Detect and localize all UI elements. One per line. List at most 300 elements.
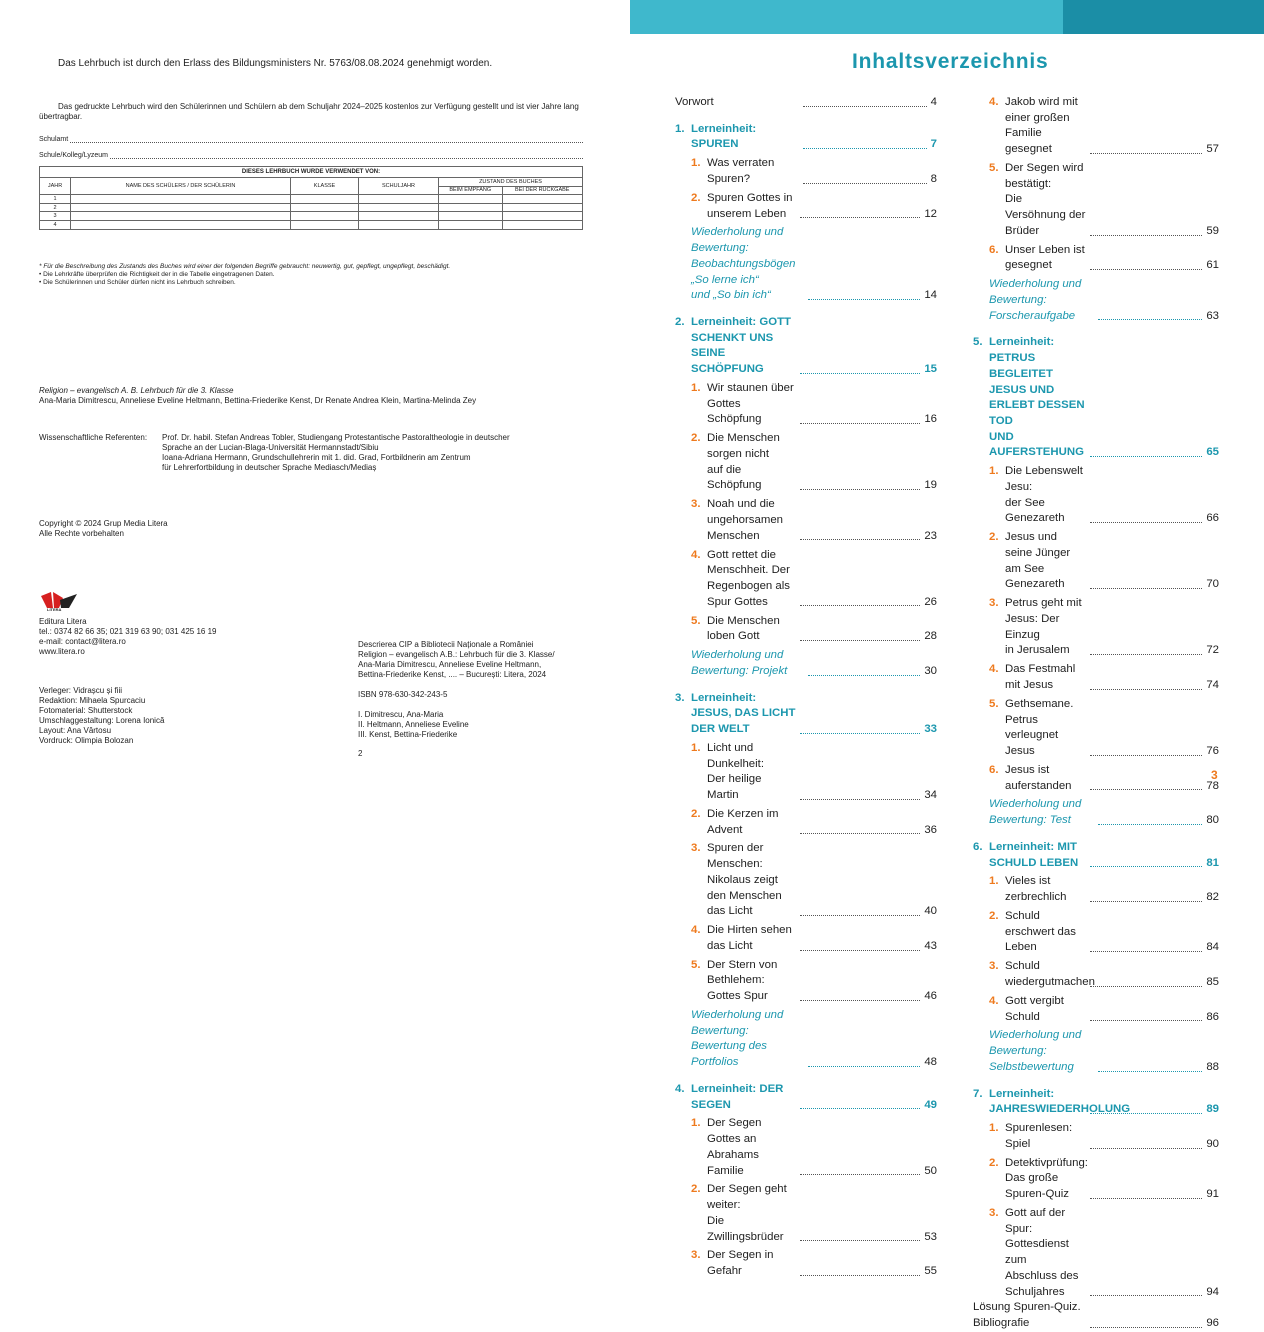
toc-entry-title: Die Versöhnung der Brüder xyxy=(1005,193,1086,237)
toc-dot-leader xyxy=(808,1066,921,1067)
toc-entry-page: 72 xyxy=(1206,644,1220,657)
toc-dot-leader xyxy=(800,1275,921,1276)
cip-author: II. Heltmann, Anneliese Eveline xyxy=(358,720,469,729)
toc-entry-title: und „So bin ich“ xyxy=(691,289,771,302)
credit-line: Verleger: Vidrașcu și fiii xyxy=(39,686,122,695)
toc-entry-title: Lerneinheit: JESUS, DAS LICHT xyxy=(691,691,796,720)
toc-entry-title: Lösung Spuren-Quiz. Bibliografie xyxy=(973,1301,1081,1329)
toc-entry-title: Jesus xyxy=(1005,744,1035,757)
toc-entry-number: 1. xyxy=(989,465,999,478)
toc-entry-lesson xyxy=(675,1248,937,1279)
toc-entry-number: 1. xyxy=(691,382,701,394)
toc-entry-title: Lerneinheit: MIT SCHULD LEBEN xyxy=(989,840,1079,869)
authors: Ana-Maria Dimitrescu, Anneliese Eveline Heltmann, Bettina-Friederike Kenst, Dr Renate Andrea Klein, Martina-Melinda Zey xyxy=(39,396,477,405)
cip-author: III. Kenst, Bettina-Friederike xyxy=(358,730,458,739)
header-bar-dark xyxy=(1063,0,1264,34)
toc-entry-page: 33 xyxy=(924,723,938,735)
toc-entry-review xyxy=(973,277,1219,324)
toc-entry-page: 96 xyxy=(1206,1317,1220,1329)
toc-entry-plain xyxy=(973,1300,1219,1331)
toc-entry-title: der See Genezareth xyxy=(1005,496,1065,525)
toc-dot-leader xyxy=(1090,689,1203,690)
approval-notice: Das Lehrbuch ist durch den Erlass des Bildungsministers Nr. 5763/08.08.2024 genehmigt worden. xyxy=(58,58,493,69)
toc-entry-unit xyxy=(675,1082,937,1113)
toc-entry-lesson xyxy=(973,959,1219,990)
credit-line: Umschlaggestaltung: Lorena Ionică xyxy=(39,716,165,725)
toc-dot-leader xyxy=(1090,588,1203,589)
logo-text: LITERA xyxy=(47,607,62,612)
toc-entry-page: 91 xyxy=(1206,1188,1220,1201)
usage-table-caption: DIESES LEHRBUCH WURDE VERWENDET VON: xyxy=(40,167,583,178)
toc-dot-leader xyxy=(1090,901,1203,902)
toc-entry-number: 5. xyxy=(989,697,999,710)
toc-dot-leader xyxy=(1090,1327,1203,1328)
toc-entry-title: Wiederholung und Bewertung: Test xyxy=(989,798,1082,827)
toc-entry-title: Die Menschen loben Gott xyxy=(707,614,780,643)
toc-dot-leader xyxy=(800,1000,921,1001)
toc-entry-page: 16 xyxy=(924,413,938,426)
toc-entry-page: 84 xyxy=(1206,941,1220,954)
toc-entry-number: 3. xyxy=(691,842,701,855)
toc-entry-title: Der heilige Martin xyxy=(707,773,762,801)
toc-entry-page: 46 xyxy=(924,990,938,1003)
toc-dot-leader xyxy=(803,183,927,184)
toc-entry-lesson xyxy=(675,1182,937,1245)
toc-dot-leader xyxy=(800,915,921,916)
toc-entry-page: 48 xyxy=(924,1056,938,1069)
toc-entry-page: 61 xyxy=(1206,259,1220,272)
toc-entry-number: 1. xyxy=(989,875,999,888)
toc-entry-page: 55 xyxy=(924,1265,938,1278)
toc-entry-lesson xyxy=(675,156,937,187)
toc-entry-lesson xyxy=(675,841,937,920)
toc-entry-unit xyxy=(973,335,1219,461)
toc-dot-leader xyxy=(1090,522,1203,523)
credit-line: Fotomaterial: Shutterstock xyxy=(39,706,133,715)
toc-entry-lesson xyxy=(675,381,937,428)
toc-entry-lesson xyxy=(973,243,1219,274)
toc-entry-number: 1. xyxy=(989,1122,999,1135)
toc-entry-page: 88 xyxy=(1206,1060,1220,1073)
toc-dot-leader xyxy=(1090,1113,1203,1114)
toc-entry-title: in Jerusalem xyxy=(1005,644,1070,657)
toc-entry-title: Der Segen Gottes an Abrahams Familie xyxy=(707,1117,762,1177)
toc-dot-leader xyxy=(1098,824,1203,825)
publisher: Editura Litera xyxy=(39,617,87,626)
toc-entry-page: 89 xyxy=(1206,1103,1220,1116)
isbn: ISBN 978-630-342-243-5 xyxy=(358,690,448,699)
toc-entry-title: Regenbogen als Spur Gottes xyxy=(707,580,790,608)
toc-entry-title: Gethsemane. Petrus verleugnet xyxy=(1005,697,1074,742)
toc-entry-number: 4. xyxy=(989,663,999,676)
toc-entry-title: Das Festmahl mit Jesus xyxy=(1005,663,1076,691)
toc-entry-page: 40 xyxy=(924,905,938,918)
imprint-page xyxy=(0,0,630,802)
toc-entry-number: 6. xyxy=(973,840,983,853)
toc-entry-number: 1. xyxy=(691,741,701,754)
toc-entry-lesson xyxy=(973,697,1219,760)
toc-entry-page: 81 xyxy=(1206,856,1220,869)
toc-entry-title: Licht und Dunkelheit: xyxy=(707,741,764,770)
schule-line xyxy=(39,152,583,159)
toc-entry-unit xyxy=(675,691,937,738)
toc-entry-title: Schuld erschwert das Leben xyxy=(1005,910,1076,954)
toc-entry-page: 86 xyxy=(1206,1010,1220,1023)
footnote-2: • Die Lehrkräfte überprüfen die Richtigkeit der in die Tabelle eingetragenen Daten. xyxy=(39,271,275,278)
referee-1b: Sprache an der Lucian-Blaga-Universität Hermannstadt/Sibiu xyxy=(162,443,379,452)
toc-entry-page: 90 xyxy=(1206,1137,1220,1150)
toc-entry-lesson xyxy=(973,1121,1219,1152)
toc-entry-title: Wiederholung und Bewertung: xyxy=(691,226,784,255)
toc-entry-title: Jesus ist auferstanden xyxy=(1005,763,1072,792)
toc-entry-lesson xyxy=(675,741,937,804)
toc-entry-title: Lerneinheit: DER SEGEN xyxy=(691,1082,784,1111)
toc-dot-leader xyxy=(1090,269,1203,270)
toc-entry-unit xyxy=(675,122,937,153)
toc-entry-page: 15 xyxy=(924,363,938,376)
toc-entry-title: Die Zwillingsbrüder xyxy=(707,1214,784,1243)
toc-entry-number: 5. xyxy=(989,162,999,174)
toc-entry-title: Gott rettet die Menschheit. Der xyxy=(707,548,790,577)
toc-entry-number: 5. xyxy=(691,958,701,971)
toc-dot-leader xyxy=(1098,319,1203,320)
toc-entry-title: UND AUFERSTEHUNG xyxy=(989,430,1084,459)
toc-entry-number: 3. xyxy=(691,1249,701,1262)
toc-entry-title: Lerneinheit: xyxy=(989,1087,1055,1100)
toc-entry-page: 80 xyxy=(1206,814,1220,827)
toc-entry-title: JAHRESWIEDERHOLUNG xyxy=(989,1103,1131,1116)
toc-entry-lesson xyxy=(973,763,1219,794)
toc-entry-title: Unser Leben ist gesegnet xyxy=(1005,243,1085,272)
toc-entry-review xyxy=(675,1008,937,1071)
toc-entry-title: Die Menschen sorgen nicht xyxy=(707,432,780,460)
toc-entry-title: Forscheraufgabe xyxy=(989,309,1076,322)
schule-label: Schule/Kolleg/Lyzeum xyxy=(39,152,109,159)
toc-entry-title: Wiederholung und Bewertung: Projekt xyxy=(691,649,788,677)
toc-dot-leader xyxy=(800,799,921,800)
toc-dot-leader xyxy=(1090,1295,1203,1296)
footnote-1: * Für die Beschreibung des Zustands des Buches wird einer der folgenden Begriffe gebraucht: neuwertig, gut, gepflegt, ungepflegt, beschädigt. xyxy=(39,263,451,270)
toc-entry-title: Der Segen wird bestätigt: xyxy=(1005,162,1084,190)
copyright: Copyright © 2024 Grup Media Litera xyxy=(39,519,168,528)
toc-entry-page: 36 xyxy=(924,823,938,836)
toc-dot-leader xyxy=(800,640,921,641)
cip-line: Religion – evangelisch A.B.: Lehrbuch für die 3. Klasse/ xyxy=(358,650,555,659)
toc-entry-number: 6. xyxy=(989,243,999,256)
table-row: 3 xyxy=(40,212,583,221)
usage-table xyxy=(39,166,583,230)
toc-entry-title: Die Kerzen im Advent xyxy=(707,807,779,836)
toc-entry-title: Der Segen geht weiter: xyxy=(707,1183,787,1212)
toc-dot-leader xyxy=(800,1108,921,1109)
toc-entry-number: 2. xyxy=(989,1156,999,1169)
toc-entry-title: Spuren Gottes in unserem Leben xyxy=(707,191,793,220)
toc-entry-number: 4. xyxy=(691,548,701,561)
col-schuljahr: SCHULJAHR xyxy=(359,178,439,195)
toc-entry-title: Spuren der Menschen: Nikolaus zeigt xyxy=(707,842,778,886)
toc-entry-lesson xyxy=(973,909,1219,956)
col-jahr: JAHR xyxy=(40,178,71,195)
toc-entry-page: 57 xyxy=(1206,143,1220,156)
toc-dot-leader xyxy=(808,299,921,300)
cip-author: I. Dimitrescu, Ana-Maria xyxy=(358,710,444,719)
toc-entry-lesson xyxy=(973,530,1219,593)
toc-entry-number: 2. xyxy=(675,316,685,328)
toc-entry-number: 1. xyxy=(691,157,701,170)
toc-entry-title: Schuld wiedergutmachen xyxy=(1005,960,1095,988)
referee-2b: für Lehrerfortbildung in deutscher Sprache Mediasch/Mediaș xyxy=(162,463,377,472)
toc-entry-plain xyxy=(675,95,937,111)
toc-entry-title: Petrus geht mit Jesus: Der Einzug xyxy=(1005,597,1082,641)
toc-dot-leader xyxy=(1090,986,1203,987)
toc-entry-review xyxy=(675,648,937,679)
toc-entry-lesson xyxy=(973,1156,1219,1203)
cip-line: Ana-Maria Dimitrescu, Anneliese Eveline Heltmann, xyxy=(358,660,542,669)
col-name: NAME DES SCHÜLERS / DER SCHÜLERIN xyxy=(71,178,291,195)
toc-entry-number: 2. xyxy=(691,807,701,820)
toc-entry-title: Gott vergibt Schuld xyxy=(1005,994,1064,1023)
toc-entry-lesson xyxy=(675,191,937,222)
toc-entry-title: Wiederholung und Bewertung: xyxy=(989,1029,1082,1058)
toc-entry-title: Was verraten Spuren? xyxy=(707,157,775,185)
toc-entry-title: Detektivprüfung: Das große xyxy=(1005,1156,1088,1185)
toc-entry-title: Abschluss des Schuljahres xyxy=(1005,1269,1079,1298)
toc-dot-leader xyxy=(1090,951,1203,952)
toc-entry-title: den Menschen das Licht xyxy=(707,889,782,918)
toc-dot-leader xyxy=(1090,456,1203,457)
toc-entry-title: DER WELT xyxy=(691,723,750,735)
toc-entry-page: 70 xyxy=(1206,578,1220,591)
toc-dot-leader xyxy=(1090,153,1203,154)
toc-entry-unit xyxy=(675,315,937,378)
toc-entry-number: 4. xyxy=(691,924,701,937)
toc-entry-lesson xyxy=(973,662,1219,693)
toc-entry-title: Die Lebenswelt Jesu: xyxy=(1005,465,1083,493)
toc-entry-number: 3. xyxy=(989,597,999,610)
toc-entry-page: 53 xyxy=(924,1230,938,1243)
toc-dot-leader xyxy=(800,605,921,606)
toc-entry-title: Lerneinheit: PETRUS BEGLEITET xyxy=(989,336,1055,380)
header-bar-light xyxy=(630,0,1063,34)
toc-dot-leader xyxy=(1090,1148,1203,1149)
toc-entry-lesson xyxy=(973,95,1219,158)
toc-entry-page: 28 xyxy=(924,630,938,643)
toc-entry-title: Genezareth xyxy=(1005,578,1065,591)
toc-column-left xyxy=(675,95,937,1280)
toc-entry-page: 94 xyxy=(1206,1285,1220,1298)
toc-entry-title: Jakob wird mit einer großen Familie xyxy=(1005,96,1078,140)
schulamt-line xyxy=(39,136,583,143)
toc-dot-leader xyxy=(800,833,921,834)
toc-entry-title: gesegnet xyxy=(1005,143,1052,156)
toc-entry-number: 3. xyxy=(675,691,685,704)
toc-dot-leader xyxy=(800,423,921,424)
toc-entry-number: 3. xyxy=(691,498,701,511)
toc-dot-leader xyxy=(1090,755,1203,756)
toc-entry-lesson xyxy=(973,596,1219,659)
toc-entry-title: Vorwort xyxy=(675,96,714,108)
toc-entry-title: Beobachtungsbögen „So lerne ich“ xyxy=(691,257,796,286)
toc-entry-lesson xyxy=(973,464,1219,527)
toc-entry-lesson xyxy=(973,874,1219,905)
toc-entry-unit xyxy=(973,1087,1219,1118)
toc-dot-leader xyxy=(1090,235,1203,236)
toc-entry-lesson xyxy=(675,807,937,838)
litera-logo-icon xyxy=(39,590,79,616)
page-number: 3 xyxy=(1211,768,1218,782)
toc-dot-leader xyxy=(1090,654,1203,655)
toc-entry-page: 19 xyxy=(924,479,938,492)
toc-entry-page: 4 xyxy=(930,96,937,108)
toc-entry-review xyxy=(973,1028,1219,1075)
toc-entry-lesson xyxy=(675,1116,937,1179)
toc-entry-title: Wiederholung und Bewertung: xyxy=(989,278,1082,306)
toc-entry-review xyxy=(973,797,1219,828)
toc-entry-title: Selbstbewertung xyxy=(989,1060,1074,1073)
toc-entry-title: SEINE SCHÖPFUNG xyxy=(691,347,764,376)
referee-1a: Prof. Dr. habil. Stefan Andreas Tobler, Studiengang Protestantische Pastoraltheologie in deutscher xyxy=(162,433,510,442)
toc-entry-title: Wiederholung und Bewertung: xyxy=(691,1009,784,1037)
toc-entry-number: 5. xyxy=(973,336,983,349)
toc-dot-leader xyxy=(800,950,921,951)
toc-entry-lesson xyxy=(675,923,937,954)
toc-dot-leader xyxy=(800,373,921,374)
toc-entry-page: 63 xyxy=(1206,309,1220,322)
toc-entry-number: 2. xyxy=(691,191,701,204)
toc-entry-number: 2. xyxy=(691,1183,701,1196)
schulamt-label: Schulamt xyxy=(39,136,69,143)
toc-dot-leader xyxy=(1090,789,1203,790)
credit-line: Layout: Ana Vârtosu xyxy=(39,726,112,735)
toc-entry-lesson xyxy=(973,994,1219,1025)
table-row: 1 xyxy=(40,195,583,204)
toc-entry-page: 74 xyxy=(1206,678,1220,691)
toc-entry-title: auf die Schöpfung xyxy=(707,463,762,492)
col-zustand: ZUSTAND DES BUCHES xyxy=(439,178,583,187)
toc-entry-page: 14 xyxy=(924,289,938,302)
cip-line: Bettina-Friederike Kenst, .... – București: Litera, 2024 xyxy=(358,670,547,679)
toc-entry-page: 59 xyxy=(1206,224,1220,237)
toc-column-right xyxy=(973,95,1219,1332)
toc-dot-leader xyxy=(803,106,927,107)
credit-line: Vordruck: Olimpia Bolozan xyxy=(39,736,134,745)
toc-entry-lesson xyxy=(675,497,937,544)
distribution-notice: Das gedruckte Lehrbuch wird den Schülerinnen und Schülern ab dem Schuljahr 2024–2025 kostenlos zur Verfügung gestellt und ist vier Jahre lang übertragbar. xyxy=(39,102,579,121)
toc-dot-leader xyxy=(1090,1020,1203,1021)
toc-entry-lesson xyxy=(973,161,1219,240)
toc-entry-title: Der Stern von Bethlehem: xyxy=(707,958,778,987)
toc-entry-title: Wir staunen über Gottes Schöpfung xyxy=(707,382,794,426)
toc-entry-unit xyxy=(973,840,1219,871)
toc-entry-title: JESUS UND ERLEBT DESSEN TOD xyxy=(989,383,1085,427)
toc-entry-title: Die Hirten sehen das Licht xyxy=(707,924,792,952)
toc-dot-leader xyxy=(800,1240,921,1241)
toc-entry-number: 2. xyxy=(691,432,701,445)
toc-entry-title: Vieles ist zerbrechlich xyxy=(1005,875,1067,904)
toc-entry-page: 50 xyxy=(924,1164,938,1177)
col-empfang: BEIM EMPFANG xyxy=(439,186,503,195)
publisher-web: www.litera.ro xyxy=(39,647,85,656)
toc-entry-title: Lerneinheit: SPUREN xyxy=(691,122,757,151)
toc-entry-number: 2. xyxy=(989,531,999,544)
toc-entry-page: 8 xyxy=(930,173,937,185)
toc-entry-page: 34 xyxy=(924,789,938,801)
cip-number: 2 xyxy=(358,749,363,758)
toc-entry-page: 23 xyxy=(924,529,938,542)
toc-entry-title: Noah und die ungehorsamen xyxy=(707,498,783,526)
toc-dot-leader xyxy=(800,489,921,490)
toc-entry-review xyxy=(675,225,937,304)
toc-dot-leader xyxy=(1098,1071,1203,1072)
toc-entry-number: 6. xyxy=(989,763,999,776)
toc-entry-page: 12 xyxy=(924,207,938,220)
cip-line: Descrierea CIP a Bibliotecii Naționale a României xyxy=(358,640,534,649)
toc-title: Inhaltsverzeichnis xyxy=(852,50,1049,73)
toc-entry-lesson xyxy=(973,1206,1219,1300)
toc-entry-number: 4. xyxy=(989,96,999,108)
table-row: 2 xyxy=(40,203,583,212)
table-row: 4 xyxy=(40,220,583,229)
toc-entry-page: 76 xyxy=(1206,744,1220,757)
toc-dot-leader xyxy=(1090,866,1203,867)
toc-entry-title: Menschen xyxy=(707,529,760,542)
contents-page xyxy=(630,0,1264,1329)
toc-entry-page: 65 xyxy=(1206,446,1220,459)
toc-dot-leader xyxy=(800,217,921,218)
toc-entry-number: 7. xyxy=(973,1087,983,1100)
toc-entry-number: 1. xyxy=(691,1117,701,1130)
toc-entry-number: 2. xyxy=(989,910,999,922)
publisher-email: e-mail: contact@litera.ro xyxy=(39,637,126,646)
toc-entry-page: 43 xyxy=(924,939,938,952)
col-rueckgabe: BEI DER RÜCKGABE xyxy=(502,186,583,195)
toc-entry-page: 30 xyxy=(924,664,938,677)
publisher-tel: tel.: 0374 82 66 35; 021 319 63 90; 031 425 16 19 xyxy=(39,627,217,636)
toc-entry-number: 5. xyxy=(691,614,701,627)
toc-entry-title: Der Segen in Gefahr xyxy=(707,1249,774,1278)
toc-entry-title: Gottes Spur xyxy=(707,990,768,1003)
toc-entry-lesson xyxy=(675,958,937,1005)
toc-entry-title: Spuren-Quiz xyxy=(1005,1188,1069,1201)
toc-dot-leader xyxy=(808,675,921,676)
toc-entry-page: 7 xyxy=(930,138,937,151)
toc-entry-number: 3. xyxy=(989,960,999,973)
toc-entry-number: 1. xyxy=(675,122,685,135)
toc-entry-lesson xyxy=(675,548,937,611)
toc-entry-page: 85 xyxy=(1206,976,1220,988)
toc-dot-leader xyxy=(1090,1198,1203,1199)
toc-entry-page: 66 xyxy=(1206,512,1220,525)
toc-entry-title: Jesus und seine Jünger am See xyxy=(1005,531,1071,575)
toc-entry-title: Spurenlesen: Spiel xyxy=(1005,1122,1073,1150)
toc-entry-title: Lerneinheit: GOTT SCHENKT UNS xyxy=(691,316,791,344)
referees-label: Wissenschaftliche Referenten: xyxy=(39,433,148,442)
toc-dot-leader xyxy=(800,733,921,734)
toc-entry-page: 49 xyxy=(924,1098,938,1111)
toc-entry-lesson xyxy=(675,614,937,645)
toc-entry-page: 82 xyxy=(1206,891,1220,904)
credit-line: Redaktion: Mihaela Spurcaciu xyxy=(39,696,146,705)
toc-dot-leader xyxy=(800,1174,921,1175)
toc-dot-leader xyxy=(800,539,921,540)
toc-entry-title: Bewertung des Portfolios xyxy=(691,1040,767,1069)
toc-entry-page: 78 xyxy=(1206,779,1220,792)
book-title: Religion – evangelisch A. B. Lehrbuch für die 3. Klasse xyxy=(39,386,234,395)
footnote-3: • Die Schülerinnen und Schüler dürfen nicht ins Lehrbuch schreiben. xyxy=(39,279,236,286)
toc-dot-leader xyxy=(803,148,927,149)
rights: Alle Rechte vorbehalten xyxy=(39,529,124,538)
toc-entry-number: 3. xyxy=(989,1207,999,1220)
